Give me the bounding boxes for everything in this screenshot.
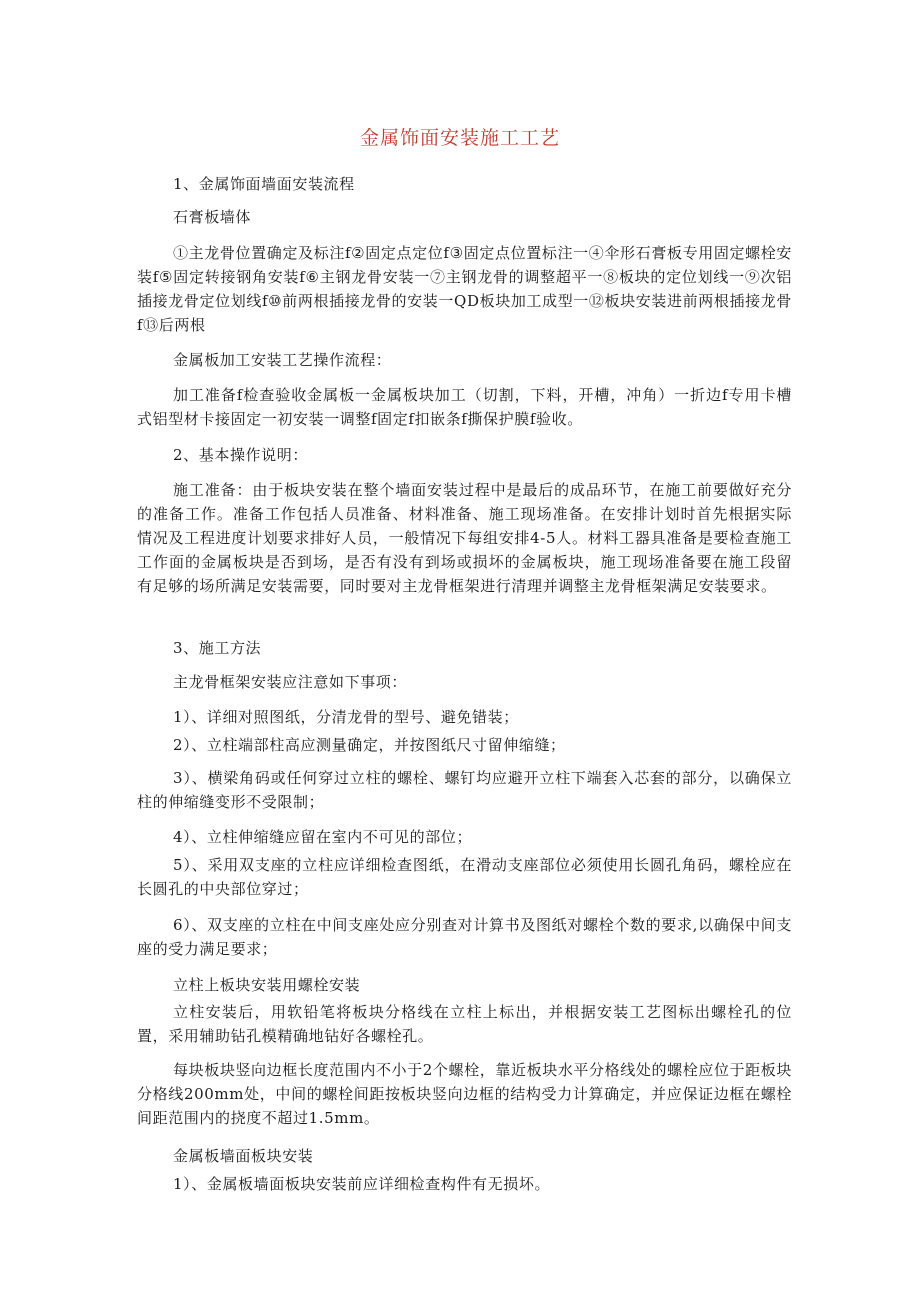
subheading-metal-process: 金属板加工安装工艺操作流程： [173, 351, 392, 369]
paragraph-preparation: 施工准备：由于板块安装在整个墙面安装过程中是最后的成品环节，在施工前要做好充分的准备工作。准备工作包括人员准备、材料准备、施工现场准备。在安排计划时首先根据实际情况及工程进度计划要求排好人员，一般情况下每组安排4-5人。材料工器具准备是要检查施工工作面的金属板块是否到场，是否有没有到场或损坏的金属板块，施工现场准备要在施工段留有足够的场所满足安装需要，同时要对主龙骨框架进行清理并调整主龙骨框架满足安装要求。 [137, 481, 792, 595]
section-heading-3: 3、施工方法 [173, 639, 262, 657]
list-item-3: 3）、横梁角码或任何穿过立柱的螺栓、螺钉均应避开立柱下端套入芯套的部分，以确保立柱的伸缩缝变形不受限制； [137, 769, 792, 811]
paragraph-bolt-spacing: 每块板块竖向边框长度范围内不小于2个螺栓，靠近板块水平分格线处的螺栓应位于距板块分格线200mm处，中间的螺栓间距按板块竖向边框的结构受力计算确定，并应保证边框在螺栓间距范围内的挠度不超过1.5mm。 [137, 1061, 792, 1127]
list-item-5: 5）、采用双支座的立柱应详细检查图纸，在滑动支座部位必须使用长圆孔角码，螺栓应在长圆孔的中央部位穿过； [137, 856, 792, 898]
list-item-4: 4）、立柱伸缩缝应留在室内不可见的部位； [173, 828, 473, 846]
section-heading-1: 1、金属饰面墙面安装流程 [173, 175, 355, 193]
subheading-panel-install: 金属板墙面板块安装 [173, 1147, 314, 1165]
subheading-frame-notes: 主龙骨框架安装应注意如下事项： [173, 673, 408, 691]
list-item-panel-check: 1）、金属板墙面板块安装前应详细检查构件有无损坏。 [173, 1175, 551, 1193]
list-item-6: 6）、双支座的立柱在中间支座处应分别查对计算书及图纸对螺栓个数的要求,以确保中间支座的受力满足要求； [137, 916, 792, 958]
paragraph-install-steps: ①主龙骨位置确定及标注f②固定点定位f③固定点位置标注一④伞形石膏板专用固定螺栓安装f⑤固定转接钢角安装f⑥主钢龙骨安装一⑦主钢龙骨的调整超平一⑧板块的定位划线一⑨次铝插接龙骨定位划线f⑩前两根插接龙骨的安装一QD板块加工成型一⑫板块安装进前两根插接龙骨f⑬后两根 [137, 244, 792, 334]
list-item-2: 2）、立柱端部柱高应测量确定，并按图纸尺寸留伸缩缝； [173, 736, 566, 754]
subheading-gypsum-wall: 石膏板墙体 [173, 208, 252, 226]
subheading-bolt-install: 立柱上板块安装用螺栓安装 [173, 976, 361, 994]
document-title: 金属饰面安装施工工艺 [359, 127, 560, 149]
paragraph-bolt-marking: 立柱安装后，用软铅笔将板块分格线在立柱上标出，并根据安装工艺图标出螺栓孔的位置，采用辅助钻孔模精确地钻好各螺栓孔。 [137, 1003, 792, 1045]
paragraph-metal-process: 加工准备f检查验收金属板一金属板块加工（切割，下料，开槽，冲角）一折边f专用卡槽式铝型材卡接固定一初安装一调整f固定f扣嵌条f撕保护膜f验收。 [137, 386, 792, 428]
list-item-1: 1）、详细对照图纸，分清龙骨的型号、避免错装； [173, 708, 519, 726]
section-heading-2: 2、基本操作说明： [173, 446, 308, 464]
